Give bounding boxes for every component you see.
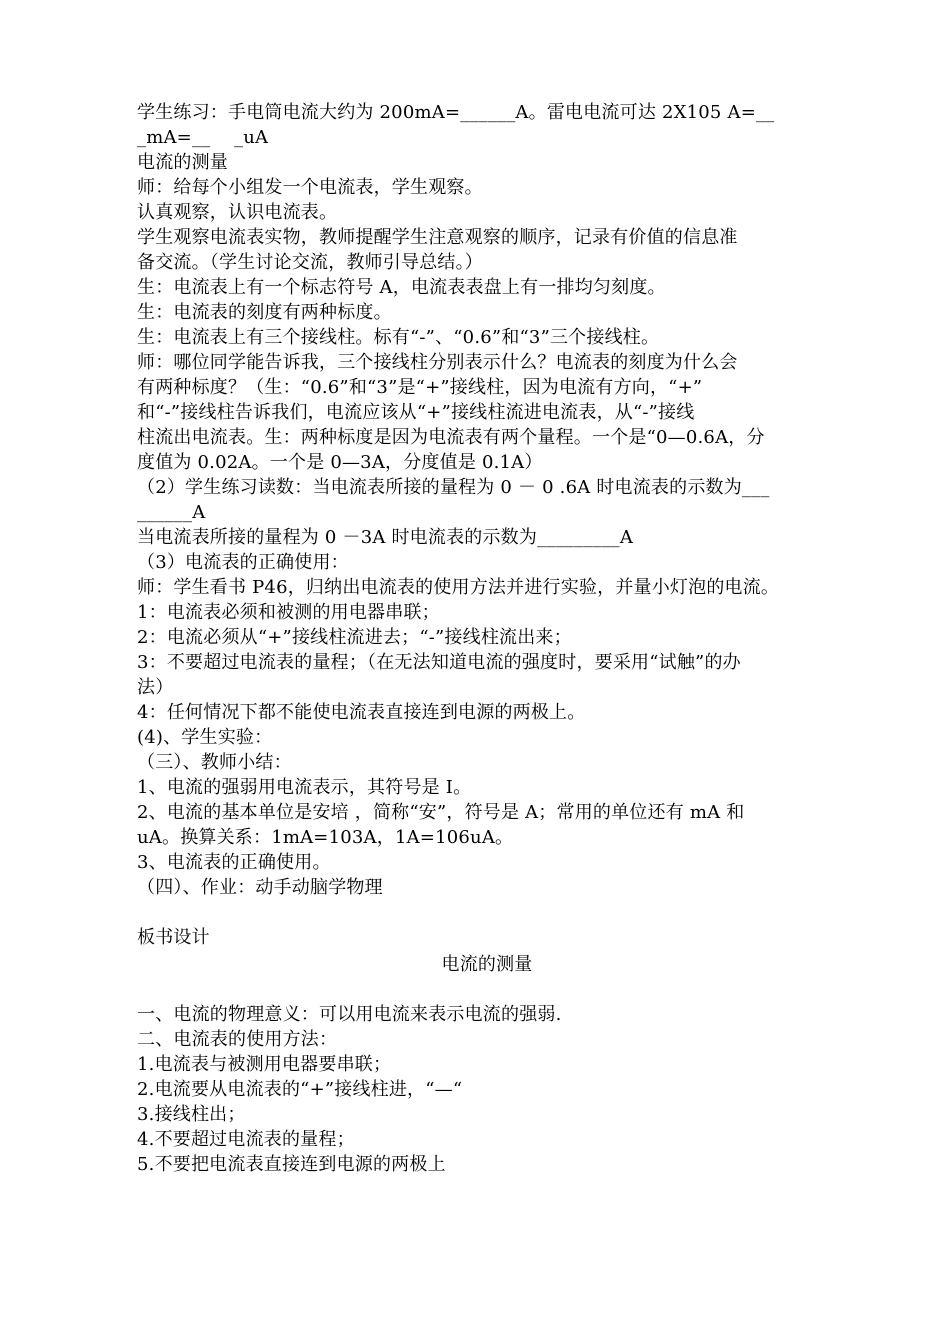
text-line: 4：任何情况下都不能使电流表直接连到电源的两极上。	[137, 702, 586, 723]
text-line: 3：不要超过电流表的量程；（在无法知道电流的强度时，要采用“试触”的办	[137, 652, 741, 673]
text-line: 师：给每个小组发一个电流表，学生观察。	[137, 177, 483, 198]
text-line: 认真观察，认识电流表。	[137, 202, 338, 223]
text-line: 当电流表所接的量程为 0 －3A 时电流表的示数为_________A	[137, 527, 634, 548]
text-line: （3）电流表的正确使用：	[137, 552, 349, 573]
board-item: 4.不要超过电流表的量程；	[137, 1129, 355, 1150]
text-line: 法）	[137, 677, 174, 698]
text-line: 柱流出电流表。生：两种标度是因为电流表有两个量程。一个是“0—0.6A，分	[137, 427, 765, 448]
text-line: 备交流。（学生讨论交流，教师引导总结。）	[137, 252, 483, 273]
text-line: （2）学生练习读数：当电流表所接的量程为 0 － 0 .6A 时电流表的示数为___	[137, 477, 770, 498]
text-line: 学生练习：手电筒电流大约为 200mA=______A。雷电电流可达 2X105 A=__	[137, 102, 775, 123]
text-line: 2、电流的基本单位是安培 ，简称“安”，符号是 A；常用的单位还有 mA 和	[137, 802, 745, 823]
board-item: 3.接线柱出；	[137, 1104, 246, 1125]
blank-line	[137, 977, 877, 1002]
text-line: 1、电流的强弱用电流表示，其符号是 I。	[137, 777, 472, 798]
text-line: （三）、教师小结：	[137, 752, 292, 773]
board-item: 5.不要把电流表直接连到电源的两极上	[137, 1154, 446, 1175]
text-line: 度值为 0.02A。一个是 0—3A，分度值是 0.1A）	[137, 452, 543, 473]
text-line: ______A	[137, 502, 206, 523]
text-line: 有两种标度？（生：“0.6”和“3”是“+”接线柱，因为电流有方向，“+”	[137, 377, 703, 398]
text-line: 3、电流表的正确使用。	[137, 852, 331, 873]
board-item: 2.电流要从电流表的“+”接线柱进，“—“	[137, 1079, 463, 1100]
text-line: _mA=__ _uA	[137, 127, 269, 148]
text-line: 生：电流表的刻度有两种标度。	[137, 302, 392, 323]
document-body	[137, 100, 877, 1177]
text-line: 师：学生看书 P46，归纳出电流表的使用方法并进行实验，并量小灯泡的电流。	[137, 577, 780, 598]
board-title: 电流的测量	[441, 954, 533, 975]
blank-line	[137, 900, 877, 925]
text-line: uA。换算关系：1mA=103A，1A=106uA。	[137, 827, 514, 848]
text-line: 和“-”接线柱告诉我们，电流应该从“+”接线柱流进电流表，从“-”接线	[137, 402, 695, 423]
section-heading: 电流的测量	[137, 152, 228, 173]
text-line: 生：电流表上有三个接线柱。标有“-”、“0.6”和“3”三个接线柱。	[137, 327, 660, 348]
text-line: 学生观察电流表实物，教师提醒学生注意观察的顺序，记录有价值的信息准	[137, 227, 738, 248]
text-line: 1：电流表必须和被测的用电器串联；	[137, 602, 440, 623]
text-line: （四）、作业：动手动脑学物理	[137, 877, 383, 898]
text-line: 生：电流表上有一个标志符号 A，电流表表盘上有一排均匀刻度。	[137, 277, 666, 298]
board-item: 一、电流的物理意义：可以用电流来表示电流的强弱.	[137, 1004, 562, 1025]
text-line: 师：哪位同学能告诉我，三个接线柱分别表示什么？电流表的刻度为什么会	[137, 352, 738, 373]
text-line: (4)、学生实验：	[137, 727, 273, 748]
board-item: 1.电流表与被测用电器要串联；	[137, 1054, 392, 1075]
board-heading: 板书设计	[137, 927, 210, 948]
board-item: 二、电流表的使用方法：	[137, 1029, 338, 1050]
text-line: 2：电流必须从“+”接线柱流进去；“-”接线柱流出来；	[137, 627, 572, 648]
